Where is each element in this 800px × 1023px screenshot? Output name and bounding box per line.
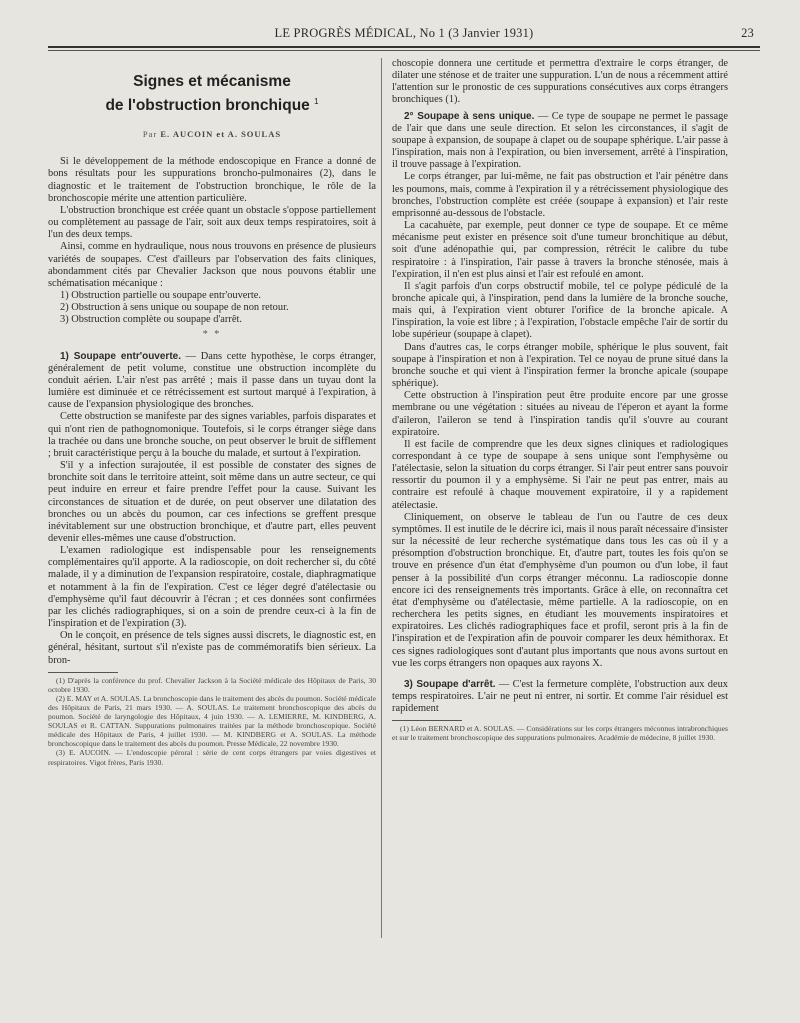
- paragraph: L'obstruction bronchique est créée quant un obstacle s'oppose partiellement ou complètement au passage de l'air, soit aux deux temps respiratoires, soit à l'un des deux temps.: [48, 204, 376, 241]
- byline: [48, 128, 376, 140]
- footnote-rule: [392, 720, 462, 721]
- authors: E. AUCOIN et A. SOULAS: [160, 129, 282, 140]
- paragraph: Cette obstruction à l'inspiration peut être produite encore par une grosse membrane ou une végétation : situées au niveau de l'éperon et ayant la forme d'aileron, l'aileron se tend à l'inspiration tandis qu'il s'ouvre au courant expiratoire.: [392, 390, 728, 438]
- paragraph: [392, 111, 728, 172]
- footnote-rule: [48, 672, 118, 673]
- footnote: (2) E. MAY et A. SOULAS. La bronchoscopie dans le traitement des abcès du poumon. Société médicale des Hôpitaux de Paris, 21 mars 1930. — A. SOULAS. Le traitement bronchoscopique des abcès du poumon. Société de laryngologie des Hôpitaux, 4 juin 1930. — A. LEMIERRE, M. KINDBERG, A. SOULAS et R. CATTAN. Suppurations pulmonaires traitées par la méthode bronchoscopique. Société médicale des Hôpitaux de Paris, 4 juillet 1930. — M. KINDBERG et A. SOULAS. La méthode bronchoscopique dans le traitement des abcès du poumon. Presse Médicale, 22 novembre 1930.: [48, 693, 376, 749]
- title-line-1: Signes et mécanisme: [133, 73, 291, 90]
- byline-prefix: Par: [142, 129, 158, 140]
- page-number: 23: [741, 26, 754, 40]
- header-rule-thin: [48, 50, 760, 51]
- paragraph-text: — Dans cette hypothèse, le corps étranger, généralement de petit volume, constitue une obstruction incomplète du conduit aérien. L'air n'est pas arrêté ; mais il passe dans un tuyau dont la lumière est diminuée et ce rétrécissement est surtout marqué à l'expiration, à cause de l'expansion physiologique des bronches.: [48, 350, 376, 411]
- paragraph: Le corps étranger, par lui-même, ne fait pas obstruction et l'air pénètre dans les poumons, mais, comme à l'expiration il y a rétrécissement physiologique des bronches, l'obstruction complète est créée (soupape à expansion) et l'air reste emprisonné au-dessous de l'obstacle.: [392, 171, 728, 219]
- section-heading: 3) Soupape d'arrêt.: [404, 678, 496, 690]
- paragraph: Dans d'autres cas, le corps étranger mobile, sphérique le plus souvent, fait soupape à l'inspiration et non à l'expiration. Tel ce noyau de prune situé dans la bronche souche et qui vient à l'inspiration fermer la bronche apicale (soupape sphérique).: [392, 341, 728, 390]
- paragraph-text: — C'est la fermeture complète, l'obstruction aux deux temps respiratoires. L'air ne peut ni entrer, ni sortir. Et comme l'air résiduel est rapidement: [392, 678, 728, 715]
- paragraph: Ainsi, comme en hydraulique, nous nous trouvons en présence de plusieurs variétés de soupapes. C'est d'ailleurs par l'observation des faits cliniques, abondamment cités par Chevalier Jackson que nous pouvons établir une schématisation mécanique :: [48, 241, 376, 289]
- paragraph: Il est facile de comprendre que les deux signes cliniques et radiologiques correspondant à ce type de soupape à sens unique sont l'emphysème ou l'atélectasie, selon la situation du corps étranger. Si l'air peut entrer sans pouvoir ressortir du poumon il y a emphysème. Si l'air ne peut pas entrer, mais au contraire est refoulé à chaque mouvement expiratoire, il y a rapidement atélectasie.: [392, 438, 728, 511]
- column-divider: [381, 58, 382, 938]
- footnote: (1) D'après la conférence du prof. Chevalier Jackson à la Société médicale des Hôpitaux de Paris, 30 octobre 1930.: [48, 675, 376, 694]
- paragraph: On le conçoit, en présence de tels signes aussi discrets, le diagnostic est, en général, hésitant, surtout s'il n'existe pas de commémoratifs bien sérieux. La bron-: [48, 630, 376, 666]
- list-item: 3) Obstruction complète ou soupape d'arrêt.: [60, 314, 242, 326]
- paragraph: La cacahuète, par exemple, peut donner ce type de soupape. Et ce même mécanisme peut exister en présence soit d'une tumeur bronchitique au début, soit d'une adénopathie qui, par compression, rétrécit le calibre du tube respiratoire : à l'inspiration, l'air passe à travers la bronche sténosée, mais à l'expiration, il n'en est plus ainsi et l'air est refoulé en amont.: [392, 220, 728, 280]
- right-column: [392, 58, 728, 998]
- paragraph: Il s'agit parfois d'un corps obstructif mobile, tel ce polype pédiculé de la bronche apicale qui, à l'inspiration, pend dans la lumière de la bronche souche, mais qui, à l'expiration vient obturer l'orifice de la bronche apicale. A l'inspiration, la voie est libre ; à l'expiration, l'obstacle empêche l'air de sortir du lobe supérieur (soupape à clapet).: [392, 280, 728, 341]
- paragraph: Cette obstruction se manifeste par des signes variables, parfois disparates et qui n'ont rien de pathognomonique. Toutefois, si le corps étranger siège dans la trachée ou dans une bronche souche, on peut observer le bruit de sifflement ; bruit caractéristique perçu à la bouche du malade, et surtout à l'expiration.: [48, 411, 376, 459]
- paragraph: [392, 679, 728, 715]
- paragraph-text: — Ce type de soupape ne permet le passage de l'air que dans une seule direction. Et selon les circonstances, il s'agit de soupape à expansion, de soupape à clapet ou de soupape sphérique. L'air passe à l'inspiration, mais non à l'expiration, ou bien inversement, arrêté à l'inspiration, il trouve passage à l'expiration.: [392, 110, 728, 171]
- footnote: (1) Léon BERNARD et A. SOULAS. — Considérations sur les corps étrangers méconnus intrabronchiques et sur le traitement bronchoscopique des suppurations pulmonaires. Académie de médecine, 8 juillet 1930.: [392, 724, 728, 743]
- section-heading: 2° Soupape à sens unique.: [404, 110, 535, 122]
- footnote: (3) E. AUCOIN. — L'endoscopie péroral : série de cent corps étrangers par voies digestives et respiratoires. Vigot frères, Paris 1930.: [48, 748, 376, 767]
- title-footnote-mark: 1: [314, 97, 319, 106]
- paragraph: Si le développement de la méthode endoscopique en France a donné de bons résultats pour les suppurations broncho-pulmonaires (2), dans le diagnostic et le traitement de l'obstruction bronchique, le rôle de la bronchoscopie mérite une attention particulière.: [48, 156, 376, 204]
- journal-title: LE PROGRÈS MÉDICAL, No 1 (3 Janvier 1931): [274, 26, 534, 40]
- article-title: [48, 72, 376, 116]
- paragraph: Cliniquement, on observe le tableau de l'un ou l'autre de ces deux symptômes. Il est inutile de le décrire ici, mais il nous paraît nécessaire d'insister sur la nécessité de leur recherche systématique dans tous les cas où il y a présomption d'obstruction bronchique. Et, d'autre part, toutes les fois qu'on se trouve en présence d'un état d'emphysème d'un poumon ou d'un lobe, il faut penser à la possibilité d'un corps étranger méconnu. La radioscopie donne encore ici des renseignements très importants. Grâce à elle, on reconnaîtra cet état d'emphysème ou d'atélectasie, même partielle. A la radioscopie, on en recherchera les petits signes, en étudiant les mouvements inspiratoires et expiratoires. Les clichés radiographiques face et profil, seront pris à la fin de l'inspiration et de l'expiration afin de pouvoir comparer les deux hémithorax. Et ces signes radiologiques sont d'autant plus importants que nous avons surtout en vue les corps étrangers non opaques aux rayons X.: [392, 511, 728, 669]
- section-separator: * *: [202, 328, 222, 340]
- running-head: [48, 26, 760, 42]
- paragraph: L'examen radiologique est indispensable pour les renseignements complémentaires qu'il apporte. A la radioscopie, on doit rechercher si, du côté malade, il y a diminution de l'expansion respiratoire, costale, diaphragmatique et notamment à la fin de l'expiration. C'est ce léger degré d'atélectasie ou d'emphysème qu'il faut découvrir à l'écran ; et ces données sont confirmées par les clichés radiographiques, si on a soin de prendre ceux-ci à la fin de l'inspiration et de l'expiration (3).: [48, 545, 376, 630]
- valve-type-list: [48, 290, 376, 326]
- section-heading: 1) Soupape entr'ouverte.: [60, 350, 181, 362]
- header-rule: [48, 46, 760, 48]
- paragraph: choscopie donnera une certitude et permettra d'extraire le corps étranger, de dilater une sténose et de traiter une suppuration. L'un de nous a récemment attiré l'attention sur le pronostic de ces suppurations consécutives aux corps étrangers bronchiques (1).: [392, 58, 728, 106]
- list-item: 1) Obstruction partielle ou soupape entr'ouverte.: [60, 290, 261, 302]
- title-line-2: de l'obstruction bronchique: [105, 97, 310, 115]
- paragraph: S'il y a infection surajoutée, il est possible de constater des signes de bronchite soit dans le territoire atteint, soit même dans un autre secteur, ce qui peut induire en erreur et faire prendre l'effet pour la cause. Suivant les circonstances de situation et de durée, on peut observer une dilatation des bronches ou un abcès du poumon, car ces infections se greffent presque inévitablement sur une obstruction bronchique, et d'autre part, elles peuvent devenir elles-mêmes une cause d'obstruction.: [48, 460, 376, 544]
- paragraph: [48, 351, 376, 412]
- list-item: 2) Obstruction à sens unique ou soupape de non retour.: [60, 302, 289, 314]
- left-column: [48, 58, 376, 998]
